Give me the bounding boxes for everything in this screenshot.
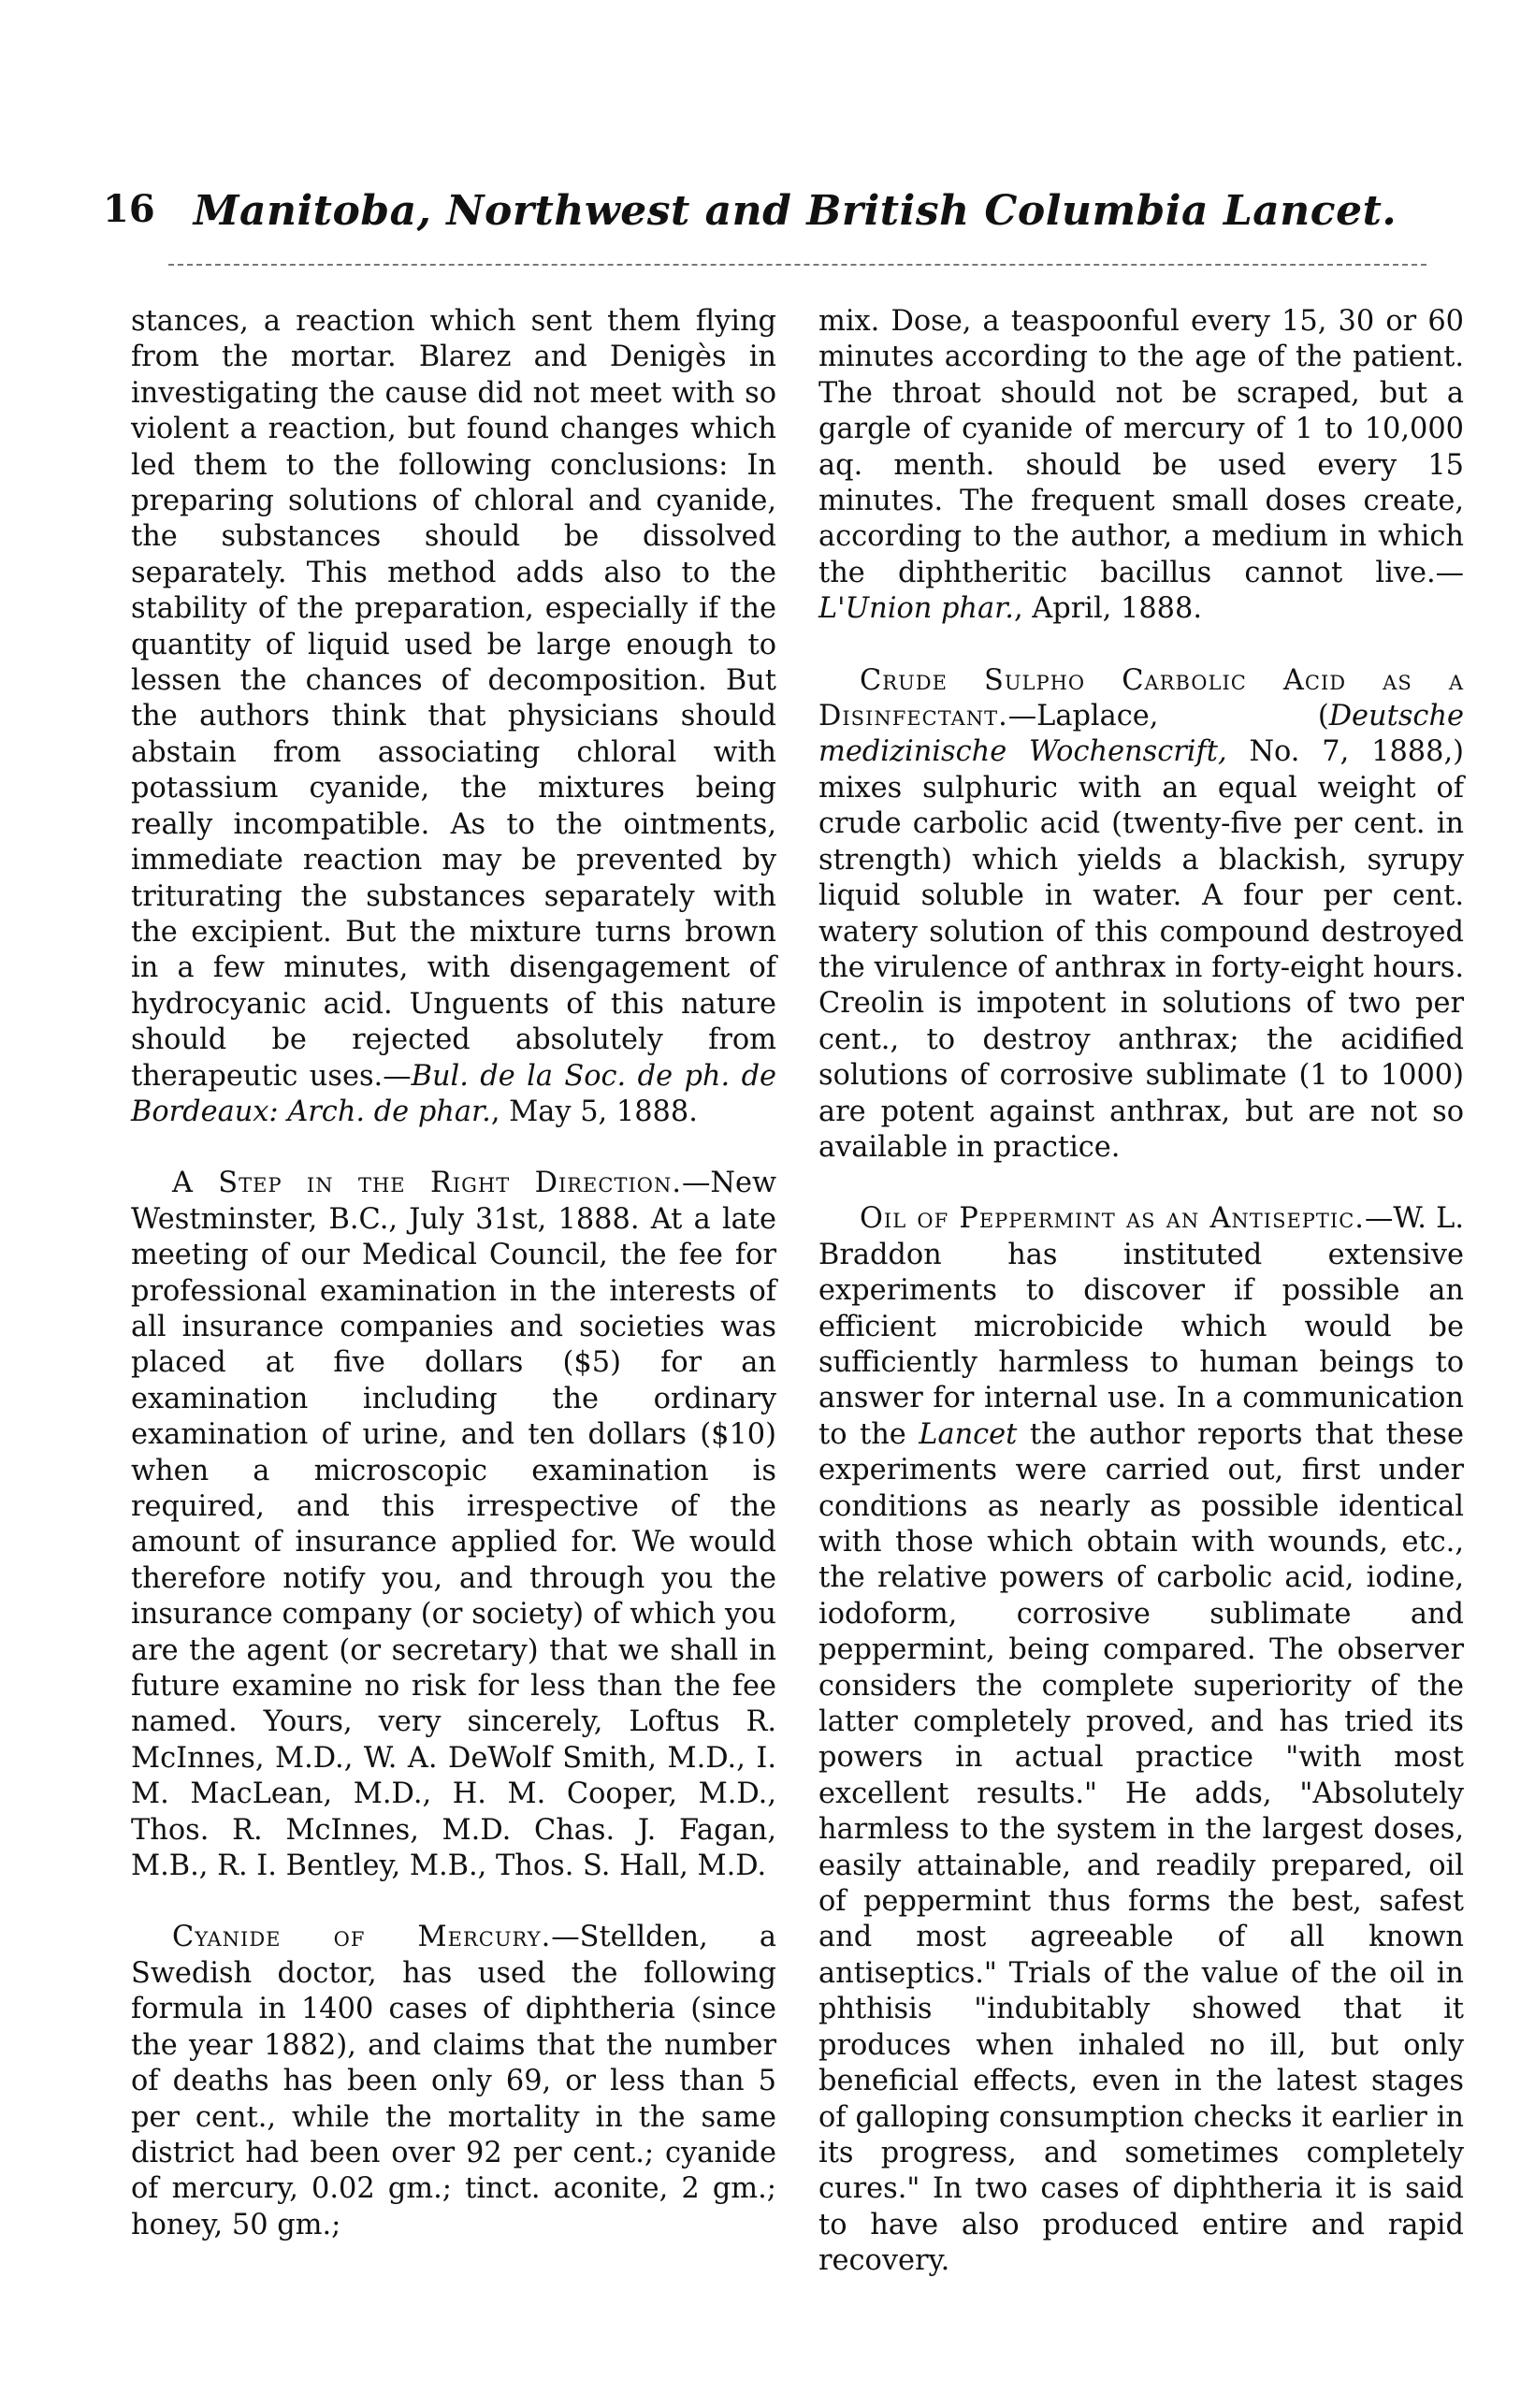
left-paragraph-cyanide bbox=[131, 1920, 776, 2243]
right-direction-heading: A Step in the Right Direction. bbox=[172, 1167, 683, 1200]
right-direction-text: —New Westminster, B.C., July 31st, 1888. At a late meeting of our Medical Council, the fee for professional examination in the interests of all insurance companies and societies was placed at five dollars ($5) for an examination including the ordinary examination of urine, and ten dollars ($10) when a microscopic examination is required, and this irrespective of the amount of insurance applied for. We would therefore notify you, and through you the insurance company (or society) of which you are the agent (or secretary) that we shall in future examine no risk for less than the fee named. Yours, very sincerely, Loftus R. McInnes, M.D., W. A. DeWolf Smith, M.D., I. M. MacLean, M.D., H. M. Cooper, M.D., Thos. R. McInnes, M.D. Chas. J. Fagan, M.B., R. I. Bentley, M.B., Thos. S. Hall, M.D. bbox=[131, 1167, 776, 1883]
peppermint-citation: Lancet bbox=[919, 1417, 1018, 1451]
left-column bbox=[131, 304, 776, 2243]
left-paragraph-right-direction bbox=[131, 1166, 776, 1884]
right-p1-citation: L'Union phar. bbox=[818, 592, 1014, 626]
running-title: Manitoba, Northwest and British Columbia Lancet. bbox=[193, 187, 1397, 235]
carbolic-heading: Crude Sulpho Carbolic Acid as a Disinfectant. bbox=[818, 663, 1464, 733]
right-paragraph-peppermint bbox=[818, 1201, 1464, 2279]
right-p1-date: , April, 1888. bbox=[1013, 592, 1202, 626]
cyanide-text: —Stellden, a Swedish doctor, has used the following formula in 1400 cases of diphtheria (since the year 1882), and claims that the number of deaths has been only 69, or less than 5 per cent., while the mortality in the same district had been over 92 per cent.; cyanide of mercury, 0.02 gm.; tinct. aconite, 2 gm.; honey, 50 gm.; bbox=[131, 1921, 776, 2241]
left-p1-citation: Bul. de la Soc. de ph. de Bordeaux: Arch. de phar. bbox=[131, 1059, 777, 1128]
carbolic-text-b: No. 7, 1888,) mixes sulphuric with an equal weight of crude carbolic acid (twenty-five per cent. in strength) which yields a blackish, syrupy liquid soluble in water. A four per cent. watery solution of this compound destroyed the virulence of anthrax in forty-eight hours. Creolin is impotent in solutions of two per cent., to destroy anthrax; the acidified solutions of corrosive sublimate (1 to 1000) are potent against anthrax, but are not so available in practice. bbox=[818, 735, 1464, 1164]
header-rule bbox=[168, 264, 1426, 266]
peppermint-text-a: —W. L. Braddon has instituted extensive experiments to discover if possible an efficient microbicide which would be sufficiently harmless to human beings to answer for internal use. In a communication to the bbox=[818, 1202, 1464, 1451]
peppermint-heading: Oil of Peppermint as an Antiseptic. bbox=[860, 1202, 1365, 1236]
left-paragraph-chloral bbox=[131, 304, 776, 1130]
cyanide-heading: Cyanide of Mercury. bbox=[172, 1921, 552, 1954]
right-paragraph-carbolic bbox=[818, 663, 1464, 1167]
carbolic-citation: Deutsche medizinische Wochenscrift, bbox=[818, 700, 1464, 769]
left-p1-date: , May 5, 1888. bbox=[490, 1095, 698, 1128]
carbolic-text-a: —Laplace, ( bbox=[1007, 700, 1329, 733]
right-paragraph-dose bbox=[818, 304, 1464, 628]
left-p1-text: stances, a reaction which sent them flying from the mortar. Blarez and Denigès in investigating the cause did not meet with so violent a reaction, but found changes which led them to the following conclusions: In preparing solutions of chloral and cyanide, the substances should be dissolved separately. This method adds also to the stability of the preparation, especially if the quantity of liquid used be large enough to lessen the chances of decomposition. But the authors think that physicians should abstain from associating chloral with potassium cyanide, the mixtures being really incompatible. As to the ointments, immediate reaction may be prevented by triturating the substances separately with the excipient. But the mixture turns brown in a few minutes, with disengagement of hydrocyanic acid. Unguents of this nature should be rejected absolutely from therapeutic uses.— bbox=[131, 305, 776, 1093]
page-number: 16 bbox=[103, 187, 155, 231]
right-column bbox=[818, 304, 1464, 2280]
peppermint-text-b: the author reports that these experiments were carried out, first under conditions as nearly as possible identical with those which obtain with wounds, etc., the relative powers of carbolic acid, iodine, iodoform, corrosive sublimate and peppermint, being compared. The observer considers the complete superiority of the latter completely proved, and has tried its powers in actual practice "with most excellent results." He adds, "Absolutely harmless to the system in the largest doses, easily attainable, and readily prepared, oil of peppermint thus forms the best, safest and most agreeable of all known antiseptics." Trials of the value of the oil in phthisis "indubitably showed that it produces when inhaled no ill, but only beneficial effects, even in the latest stages of galloping consumption checks it earlier in its progress, and sometimes completely cures." In two cases of diphtheria it is said to have also produced entire and rapid recovery. bbox=[818, 1417, 1464, 2278]
page-header bbox=[103, 187, 1487, 253]
right-p1-text: mix. Dose, a teaspoonful every 15, 30 or 60 minutes according to the age of the patient. The throat should not be scraped, but a gargle of cyanide of mercury of 1 to 10,000 aq. menth. should be used every 15 minutes. The frequent small doses create, according to the author, a medium in which the diphtheritic bacillus cannot live.— bbox=[818, 305, 1464, 589]
